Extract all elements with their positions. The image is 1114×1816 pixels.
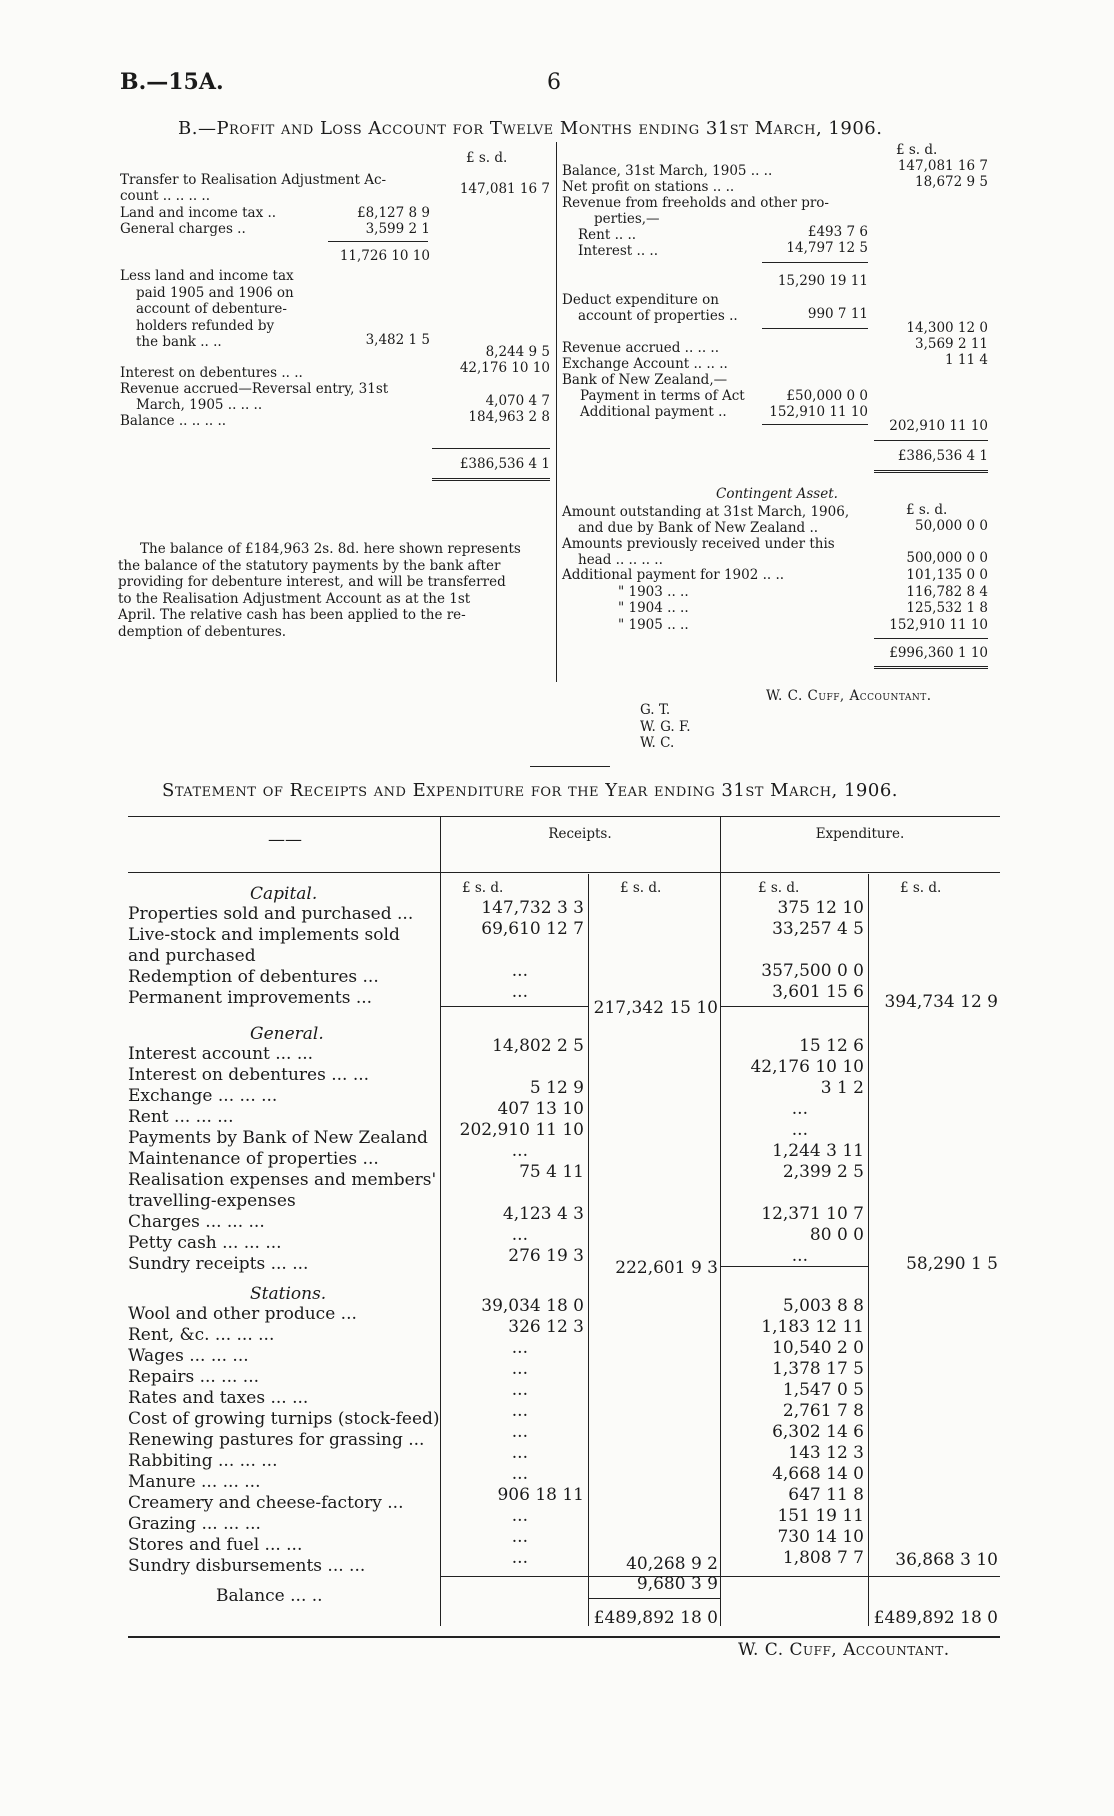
stations-label: Rabbiting ... ... ... — [128, 1451, 278, 1471]
pl-initials — [640, 702, 691, 752]
pl-note-line: The balance of £184,963 2s. 8d. here shown represents — [140, 541, 521, 557]
capital-receipts — [442, 898, 584, 1003]
stations-receipts-total: 40,268 9 2 — [626, 1554, 718, 1574]
stmt-signature-text: W. C. Cuff, Accountant. — [738, 1640, 950, 1660]
pl-less-line: holders refunded by — [136, 317, 275, 334]
stations-exp-value: 143 12 3 — [788, 1443, 864, 1463]
pl-revenue-value: 4,070 4 7 — [485, 393, 550, 409]
capital-receipt: 147,732 3 3 — [481, 898, 584, 918]
pl-r-net-profit-label: Net profit on stations .. .. — [562, 179, 735, 195]
stations-receipt: ... — [511, 1548, 528, 1568]
general-receipt: ... — [511, 1225, 528, 1245]
contingent-prev-value: 500,000 0 0 — [906, 550, 988, 566]
pl-balance-value: 184,963 2 8 — [468, 409, 550, 425]
stations-exp-total: 36,868 3 10 — [895, 1550, 998, 1570]
balance-label: Balance ... .. — [216, 1586, 323, 1606]
pl-title: B.—Profit and Loss Account for Twelve Months ending 31st March, 1906. — [178, 118, 883, 139]
stations-receipt: ... — [511, 1527, 528, 1547]
pl-r-net-profit-value: 18,672 9 5 — [915, 174, 988, 190]
pl-r-revenue-label2: perties,— — [594, 211, 660, 227]
capital-receipt: ... — [511, 982, 528, 1002]
stations-exp-value: 1,183 12 11 — [761, 1317, 864, 1337]
general-exp-value: ... — [791, 1246, 808, 1266]
pl-transfer-label2: count .. .. .. .. — [120, 188, 210, 204]
stations-exp — [722, 1296, 864, 1569]
pl-r-deduct-label2: account of properties .. — [578, 308, 738, 324]
general-receipt: 75 4 11 — [519, 1162, 584, 1182]
receipts-lsd-1: £ s. d. — [462, 880, 504, 896]
general-receipt: 5 12 9 — [529, 1078, 584, 1098]
general-label: travelling-expenses — [128, 1191, 296, 1211]
general-receipt — [442, 1183, 584, 1204]
pl-r-sum: 15,290 19 11 — [777, 273, 868, 289]
stations-exp-value: 647 11 8 — [788, 1485, 864, 1505]
grand-receipts-total: £489,892 18 0 — [593, 1608, 718, 1628]
pl-note-line: providing for debenture interest, and will be transferred — [118, 574, 506, 590]
stations-receipt: ... — [511, 1506, 528, 1526]
stations-receipt: ... — [511, 1380, 528, 1400]
contingent-row-value: 152,910 11 10 — [889, 616, 988, 633]
stations-receipt: ... — [511, 1338, 528, 1358]
pl-general-charges-label: General charges .. — [120, 221, 246, 237]
pl-note-line: April. The relative cash has been applied to the re- — [118, 607, 466, 623]
capital-label: Permanent improvements ... — [128, 988, 373, 1008]
section-stations: Stations. — [250, 1284, 327, 1304]
pl-r-interest-value: 14,797 12 5 — [786, 240, 868, 256]
general-label: Realisation expenses and members' — [128, 1170, 437, 1190]
capital-label: Live-stock and implements sold — [128, 925, 400, 945]
pl-r-net-value: 14,300 12 0 — [906, 320, 988, 336]
grand-exp-total: £489,892 18 0 — [873, 1608, 998, 1628]
general-exp-value: 80 0 0 — [809, 1225, 864, 1245]
capital-exp-value: 375 12 10 — [777, 898, 864, 918]
page-code: B.—15A. — [120, 69, 224, 95]
pl-r-total: £386,536 4 1 — [897, 448, 988, 464]
general-receipt — [442, 1057, 584, 1078]
general-receipts-total: 222,601 9 3 — [615, 1258, 718, 1278]
stations-label: Sundry disbursements ... ... — [128, 1556, 366, 1576]
stations-receipt: 39,034 18 0 — [481, 1296, 584, 1316]
general-exp-value: 3 1 2 — [820, 1078, 864, 1098]
contingent-prev-label2: head .. .. .. .. — [578, 552, 663, 568]
general-label: Interest account ... ... — [128, 1044, 314, 1064]
contingent-rows-values — [860, 567, 988, 633]
pl-revenue-label: Revenue accrued—Reversal entry, 31st — [120, 381, 389, 397]
general-exp-value — [722, 1183, 864, 1204]
pl-interest-label: Interest on debentures .. .. — [120, 365, 303, 381]
pl-transfer-label: Transfer to Realisation Adjustment Ac- — [120, 172, 387, 188]
general-exp-value: 42,176 10 10 — [750, 1057, 864, 1077]
general-receipt: 276 19 3 — [508, 1246, 584, 1266]
pl-r-rent-value: £493 7 6 — [807, 224, 868, 240]
pl-balance-label: Balance .. .. .. .. — [120, 413, 227, 429]
contingent-lsd-header: £ s. d. — [906, 502, 948, 518]
stations-receipt: ... — [511, 1443, 528, 1463]
stations-exp-value: 730 14 10 — [777, 1527, 864, 1547]
general-label: Maintenance of properties ... — [128, 1149, 379, 1169]
general-exp-value: ... — [791, 1120, 808, 1140]
general-exp — [722, 1036, 864, 1267]
pl-r-exchange-label: Exchange Account .. .. .. — [562, 356, 728, 372]
pl-general-charges-value: 3,599 2 1 — [365, 221, 430, 237]
stations-label: Creamery and cheese-factory ... — [128, 1493, 404, 1513]
exp-lsd-1: £ s. d. — [758, 880, 800, 896]
pl-less-line: account of debenture- — [136, 301, 287, 317]
general-receipts — [442, 1036, 584, 1267]
pl-less-line: the bank .. .. — [136, 334, 222, 350]
pl-less-line: paid 1905 and 1906 on — [136, 284, 294, 301]
general-exp-value: 2,399 2 5 — [782, 1162, 864, 1182]
stations-label: Rates and taxes ... ... — [128, 1388, 309, 1408]
general-exp-value: 12,371 10 7 — [761, 1204, 864, 1224]
general-label: Interest on debentures ... ... — [128, 1065, 370, 1085]
contingent-outstanding-label: Amount outstanding at 31st March, 1906, — [562, 504, 850, 520]
pl-note-line: to the Realisation Adjustment Account as at the 1st — [118, 590, 471, 607]
pl-r-payment-act-label: Payment in terms of Act — [580, 388, 745, 404]
pl-net-value: 8,244 9 5 — [485, 344, 550, 360]
pl-r-exchange-value: 1 11 4 — [945, 352, 988, 368]
stations-label: Cost of growing turnips (stock-feed) — [128, 1409, 440, 1429]
pl-r-revenue-accrued-label: Revenue accrued .. .. .. — [562, 340, 720, 356]
contingent-title: Contingent Asset. — [716, 486, 838, 502]
contingent-row-label: " 1905 .. .. — [618, 616, 689, 633]
stations-label: Renewing pastures for grassing ... — [128, 1430, 425, 1450]
general-exp-value: 1,244 3 11 — [772, 1141, 864, 1161]
pl-r-payment-act-value: £50,000 0 0 — [786, 388, 868, 404]
capital-label: Redemption of debentures ... — [128, 967, 379, 987]
pl-note-line: the balance of the statutory payments by the bank after — [118, 557, 501, 574]
pl-land-tax-label: Land and income tax .. — [120, 205, 277, 221]
contingent-row-value: 116,782 8 4 — [906, 583, 988, 600]
initial-line: G. T. — [640, 702, 671, 718]
stations-receipt: ... — [511, 1422, 528, 1442]
stations-receipt: 326 12 3 — [508, 1317, 584, 1337]
pl-note — [118, 541, 550, 640]
capital-receipts-total: 217,342 15 10 — [593, 998, 718, 1018]
pl-r-revenue-label: Revenue from freeholds and other pro- — [562, 195, 829, 211]
stations-label: Wool and other produce ... — [128, 1304, 357, 1324]
stations-exp-value: 6,302 14 6 — [772, 1422, 864, 1442]
stations-receipt: ... — [511, 1359, 528, 1379]
contingent-row-label: " 1903 .. .. — [618, 583, 689, 600]
expenditure-header: Expenditure. — [815, 826, 905, 842]
stmt-title: Statement of Receipts and Expenditure for the Year ending 31st March, 1906. — [162, 780, 899, 801]
contingent-prev-label: Amounts previously received under this — [562, 536, 835, 552]
stations-receipt: ... — [511, 1464, 528, 1484]
pl-r-rent-label: Rent .. .. — [578, 227, 637, 243]
stations-label: Stores and fuel ... ... — [128, 1535, 303, 1555]
stations-receipts — [442, 1296, 584, 1569]
general-receipt: 14,802 2 5 — [492, 1036, 584, 1056]
capital-labels — [128, 904, 413, 1009]
stations-exp-value: 2,761 7 8 — [782, 1401, 864, 1421]
stations-exp-value: 1,378 17 5 — [772, 1359, 864, 1379]
capital-receipt: ... — [511, 961, 528, 981]
section-separator — [530, 766, 610, 767]
pl-r-interest-label: Interest .. .. — [578, 243, 658, 259]
pl-r-deduct-label: Deduct expenditure on — [562, 292, 719, 308]
general-receipt: 407 13 10 — [497, 1099, 584, 1119]
stations-label: Manure ... ... ... — [128, 1472, 261, 1492]
stations-exp-value: 151 19 11 — [777, 1506, 864, 1526]
contingent-row-value: 101,135 0 0 — [906, 567, 988, 583]
pl-revenue-label2: March, 1905 .. .. .. — [136, 397, 263, 413]
stations-exp-value: 4,668 14 0 — [772, 1464, 864, 1484]
pl-subtotal: 11,726 10 10 — [339, 248, 430, 264]
capital-exp-value: 33,257 4 5 — [772, 919, 864, 939]
pl-r-revenue-accrued-value: 3,569 2 11 — [915, 336, 988, 352]
pl-land-tax-value: £8,127 8 9 — [357, 205, 430, 221]
stmt-signature — [738, 1640, 950, 1661]
contingent-row-label: " 1904 .. .. — [618, 600, 689, 616]
pl-r-additional-value: 152,910 11 10 — [769, 404, 868, 420]
stations-exp-value: 5,003 8 8 — [782, 1296, 864, 1316]
pl-r-balance-value: 147,081 16 7 — [897, 158, 988, 174]
initial-line: W. G. F. — [640, 718, 691, 735]
pl-r-balance-label: Balance, 31st March, 1905 .. .. — [562, 163, 773, 179]
section-general: General. — [250, 1024, 324, 1044]
receipts-lsd-2: £ s. d. — [620, 880, 662, 896]
general-receipt: ... — [511, 1141, 528, 1161]
general-exp-value: ... — [791, 1099, 808, 1119]
stations-label: Grazing ... ... ... — [128, 1514, 261, 1534]
general-receipt: 202,910 11 10 — [459, 1120, 584, 1140]
stations-exp-value: 10,540 2 0 — [772, 1338, 864, 1358]
capital-label: Properties sold and purchased ... — [128, 904, 414, 924]
capital-exp-total: 394,734 12 9 — [884, 992, 998, 1012]
capital-receipt — [442, 940, 584, 961]
stations-exp-value: 1,808 7 7 — [782, 1548, 864, 1568]
general-exp-total: 58,290 1 5 — [906, 1254, 998, 1274]
contingent-outstanding-label2: and due by Bank of New Zealand .. — [578, 520, 819, 536]
pl-r-bank-total: 202,910 11 10 — [889, 418, 988, 434]
pl-r-bank-label: Bank of New Zealand,— — [562, 372, 728, 388]
balance-value: 9,680 3 9 — [636, 1574, 718, 1594]
capital-exp-value: 3,601 15 6 — [772, 982, 864, 1002]
pl-r-additional-label: Additional payment .. — [580, 404, 727, 420]
pl-divider — [556, 142, 557, 682]
pl-signature — [766, 688, 932, 705]
general-receipt: 4,123 4 3 — [502, 1204, 584, 1224]
general-label: Exchange ... ... ... — [128, 1086, 278, 1106]
general-label: Charges ... ... ... — [128, 1212, 265, 1232]
capital-label: and purchased — [128, 946, 256, 966]
receipts-header: Receipts. — [548, 826, 612, 842]
pl-less-block — [120, 268, 294, 351]
stations-receipt: ... — [511, 1401, 528, 1421]
capital-exp — [722, 898, 864, 1003]
pl-left-lsd-header: £ s. d. — [466, 150, 508, 166]
pl-right-lsd-header: £ s. d. — [896, 142, 938, 158]
contingent-row-label: Additional payment for 1902 .. .. — [562, 567, 785, 583]
contingent-row-value: 125,532 1 8 — [906, 600, 988, 616]
pl-interest-value: 42,176 10 10 — [459, 360, 550, 376]
stations-label: Repairs ... ... ... — [128, 1367, 260, 1387]
capital-exp-value — [722, 940, 864, 961]
general-label: Rent ... ... ... — [128, 1107, 234, 1127]
stations-label: Wages ... ... ... — [128, 1346, 249, 1366]
pl-note-line: demption of debentures. — [118, 623, 287, 640]
pl-less-value: 3,482 1 5 — [365, 332, 430, 348]
general-label: Petty cash ... ... ... — [128, 1233, 282, 1253]
stations-label: Rent, &c. ... ... ... — [128, 1325, 275, 1345]
stations-receipt: 906 18 11 — [497, 1485, 584, 1505]
contingent-outstanding-value: 50,000 0 0 — [915, 518, 988, 534]
section-capital: Capital. — [250, 884, 318, 904]
general-labels — [128, 1044, 436, 1275]
contingent-rows-labels — [562, 567, 784, 633]
pl-r-deduct-value: 990 7 11 — [807, 306, 868, 322]
general-label: Sundry receipts ... ... — [128, 1254, 309, 1274]
stations-exp-value: 1,547 0 5 — [782, 1380, 864, 1400]
pl-signature-text: W. C. Cuff, Accountant. — [766, 688, 932, 704]
general-label: Payments by Bank of New Zealand — [128, 1128, 428, 1148]
capital-exp-value: 357,500 0 0 — [761, 961, 864, 981]
stmt-dash: —— — [268, 830, 302, 850]
page-number: 6 — [547, 70, 561, 95]
capital-receipt: 69,610 12 7 — [481, 919, 584, 939]
stations-labels — [128, 1304, 440, 1577]
pl-transfer-value: 147,081 16 7 — [459, 181, 550, 197]
contingent-total: £996,360 1 10 — [889, 645, 988, 661]
exp-lsd-2: £ s. d. — [900, 880, 942, 896]
pl-less-line: Less land and income tax — [120, 268, 294, 284]
pl-left-total: £386,536 4 1 — [459, 456, 550, 472]
general-exp-value: 15 12 6 — [799, 1036, 864, 1056]
initial-line: W. C. — [640, 735, 675, 751]
